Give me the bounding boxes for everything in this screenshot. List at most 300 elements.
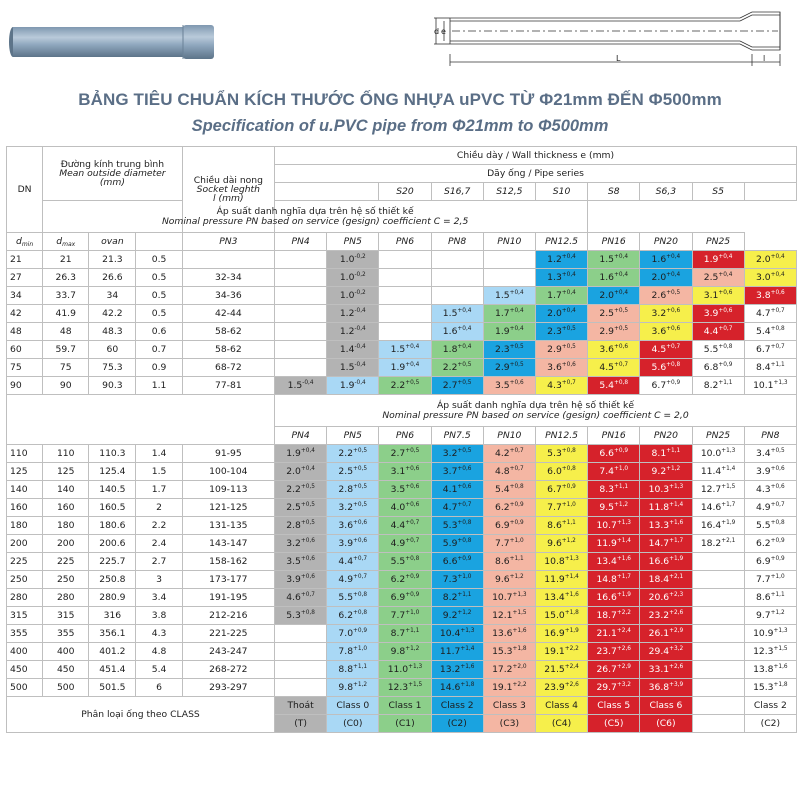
cell-dmin: 200: [43, 535, 89, 553]
tolerance: +1,3: [408, 663, 423, 670]
cell-ovan: 0.5: [136, 251, 182, 269]
thickness-cell: [640, 499, 692, 517]
thickness-cell: [483, 359, 535, 377]
tolerance: +0,4: [718, 271, 733, 278]
cell-dn: 400: [7, 643, 43, 661]
thickness-cell: [535, 463, 587, 481]
thickness-cell: [379, 305, 431, 323]
thickness-value: 9.7: [755, 609, 771, 621]
thickness-value: 12.1: [492, 609, 513, 621]
thickness-cell: [588, 251, 640, 269]
cell-dmax: 225.7: [89, 553, 136, 571]
tolerance: +0,5: [353, 501, 368, 508]
thickness-value: 3.9: [286, 573, 301, 585]
socket-unit: l (mm): [213, 193, 244, 205]
thickness-cell: [744, 359, 796, 377]
thickness-cell: [379, 535, 431, 553]
tolerance: +1,6: [669, 519, 684, 526]
tolerance: +0,4: [770, 253, 785, 260]
tolerance: +0,4: [561, 289, 576, 296]
tolerance: +0,7: [509, 465, 524, 472]
thickness-cell: [744, 377, 796, 395]
thickness-cell: [431, 661, 483, 679]
thickness-value: 2.8: [338, 483, 354, 495]
mean-od-unit: (mm): [99, 177, 125, 189]
tolerance: +2,0: [512, 663, 527, 670]
thickness-value: 7.7: [494, 537, 510, 549]
thickness-cell: [640, 679, 692, 697]
thickness-cell: [483, 589, 535, 607]
thickness-cell: [275, 341, 327, 359]
thickness-value: 4.7: [755, 307, 771, 319]
tolerance: +1,5: [721, 483, 736, 490]
thickness-value: 11.0: [387, 663, 409, 675]
thickness-cell: [588, 517, 640, 535]
table-row: [7, 251, 797, 269]
cell-socket: 158-162: [182, 553, 274, 571]
thickness-cell: [640, 251, 692, 269]
thickness-value: 1.9: [703, 253, 719, 265]
thickness-value: 1.2: [339, 307, 355, 319]
thickness-value: 15.3: [492, 645, 513, 657]
thickness-cell: [744, 463, 796, 481]
cell-dmin: 160: [43, 499, 89, 517]
thickness-value: 2.0: [599, 289, 614, 301]
tolerance: +0,7: [613, 361, 629, 368]
class-code: (C5): [588, 715, 640, 733]
tolerance: +0,4: [613, 271, 629, 278]
tolerance: +0,4: [770, 271, 785, 278]
tolerance: +2,4: [564, 663, 579, 670]
thickness-value: 14.8: [596, 573, 617, 585]
tolerance: +0,4: [509, 289, 524, 296]
series-S8: S8: [588, 183, 640, 201]
thickness-cell: [483, 287, 535, 305]
tolerance: -0,2: [354, 289, 366, 296]
cell-ovan: 3.8: [136, 607, 182, 625]
tolerance: -0,4: [354, 325, 366, 332]
table-row: [7, 571, 797, 589]
tolerance: +1,3: [460, 627, 475, 634]
tolerance: +0,5: [300, 519, 315, 526]
thickness-value: 6.7: [651, 379, 667, 391]
tolerance: +1,7: [616, 573, 631, 580]
tolerance: +1,8: [512, 645, 527, 652]
table-row: [7, 359, 797, 377]
cell-dn: 180: [7, 517, 43, 535]
thickness-cell: [692, 305, 744, 323]
thickness-value: 1.5: [599, 253, 614, 265]
thickness-cell: [379, 625, 431, 643]
tolerance: +1,9: [669, 555, 684, 562]
cell-dmin: 26.3: [43, 269, 89, 287]
thickness-cell: [483, 463, 535, 481]
thickness-cell: [692, 499, 744, 517]
thickness-value: 12.3: [753, 645, 774, 657]
thickness-cell: [483, 499, 535, 517]
thickness-value: 2.8: [286, 519, 301, 531]
cell-dmax: 34: [89, 287, 136, 305]
tolerance: +2,4: [616, 627, 631, 634]
tolerance: +1,2: [353, 681, 368, 688]
dmin-sub: min: [21, 240, 34, 248]
thickness-value: 8.1: [651, 447, 667, 459]
tolerance: +1,9: [721, 519, 736, 526]
tolerance: +0,7: [405, 519, 420, 526]
thickness-cell: [431, 287, 483, 305]
thickness-cell: [327, 305, 379, 323]
thickness-cell: [692, 359, 744, 377]
cell-ovan: 6: [136, 679, 182, 697]
tolerance: +1,6: [773, 663, 788, 670]
thickness-cell: [692, 251, 744, 269]
table-row: [7, 679, 797, 697]
thickness-cell: [535, 251, 587, 269]
thickness-value: 10.4: [439, 627, 461, 639]
thickness-value: 3.5: [286, 555, 301, 567]
tolerance: +0,9: [770, 537, 785, 544]
mean-od-vi: Đường kính trung bình: [60, 158, 165, 170]
tolerance: +0,4: [300, 465, 315, 472]
thickness-cell: [327, 625, 379, 643]
cell-dn: 90: [7, 377, 43, 395]
tolerance: +1,4: [460, 645, 475, 652]
thickness-cell: [379, 499, 431, 517]
tolerance: +1,0: [509, 537, 524, 544]
tolerance: +1,6: [616, 555, 631, 562]
class-name: Class 5: [588, 697, 640, 715]
thickness-value: 17.2: [492, 663, 513, 675]
cell-dmax: 26.6: [89, 269, 136, 287]
tolerance: +0,6: [666, 307, 681, 314]
tolerance: +1,7: [669, 537, 684, 544]
tolerance: +0,6: [353, 537, 368, 544]
tolerance: +0,8: [613, 379, 629, 386]
cell-ovan: 0.6: [136, 323, 182, 341]
tolerance: +1,6: [564, 591, 579, 598]
tolerance: +1,9: [564, 627, 579, 634]
thickness-cell: [483, 661, 535, 679]
thickness-value: 2.7: [442, 379, 458, 391]
tolerance: -0,4: [354, 361, 366, 368]
tolerance: +1,5: [773, 645, 788, 652]
cell-ovan: 0.5: [136, 269, 182, 287]
pn-header-PN25: PN25: [692, 427, 744, 445]
tolerance: +1,1: [666, 447, 681, 454]
pn-header-PN25: PN25: [692, 233, 744, 251]
tolerance: +0,4: [457, 307, 472, 314]
class-code: (C2): [744, 715, 796, 733]
class-name: Class 1: [379, 697, 431, 715]
cell-dmin: 21: [43, 251, 89, 269]
tolerance: +0,7: [457, 501, 472, 508]
tolerance: -0,2: [354, 271, 366, 278]
cell-ovan: 4.3: [136, 625, 182, 643]
thickness-cell: [483, 571, 535, 589]
thickness-value: 2.0: [547, 307, 562, 319]
thickness-cell: [379, 269, 431, 287]
thickness-value: 4.4: [703, 325, 719, 337]
thickness-value: 26.1: [648, 627, 670, 639]
thickness-value: 10.1: [753, 379, 774, 391]
wall-thickness-header: Chiều dày / Wall thickness e (mm): [275, 147, 797, 165]
thickness-value: 5.3: [442, 519, 458, 531]
thickness-cell: [535, 535, 587, 553]
pipe-drawing: [430, 2, 796, 72]
thickness-cell: [535, 571, 587, 589]
tolerance: +0,9: [405, 591, 420, 598]
pn-header-PN16: PN16: [588, 233, 640, 251]
thickness-cell: [483, 643, 535, 661]
cell-dmin: 180: [43, 517, 89, 535]
thickness-cell: [640, 359, 692, 377]
pn-header-PN20: PN20: [640, 427, 692, 445]
column-header-dmax: [43, 233, 89, 251]
thickness-cell: [275, 463, 327, 481]
thickness-cell: [483, 305, 535, 323]
thickness-value: 2.3: [547, 325, 562, 337]
tolerance: +0,4: [457, 343, 472, 350]
tolerance: +0,9: [353, 627, 368, 634]
thickness-value: 3.6: [547, 361, 562, 373]
tolerance: +0,5: [405, 447, 420, 454]
pn-header-PN5: PN5: [327, 233, 379, 251]
thickness-value: 23.7: [596, 645, 617, 657]
tolerance: +1,1: [457, 591, 472, 598]
thickness-cell: [379, 607, 431, 625]
thickness-value: 6.6: [599, 447, 614, 459]
class-name: Thoát: [275, 697, 327, 715]
thickness-cell: [588, 571, 640, 589]
pressure-note-vi: Áp suất danh nghĩa dựa trên hệ số thiết kế: [216, 206, 414, 218]
thickness-value: 9.2: [442, 609, 458, 621]
thickness-value: 10.7: [492, 591, 513, 603]
thickness-value: 18.2: [700, 537, 722, 549]
thickness-cell: [588, 445, 640, 463]
thickness-value: 2.0: [651, 271, 667, 283]
thickness-cell: [744, 517, 796, 535]
cell-dn: 21: [7, 251, 43, 269]
tolerance: +2,1: [669, 573, 684, 580]
class-name: Class 0: [327, 697, 379, 715]
thickness-value: 16.4: [700, 519, 722, 531]
thickness-cell: [588, 305, 640, 323]
tolerance: +0,7: [718, 325, 733, 332]
tolerance: +1,1: [613, 483, 629, 490]
socket-vi: Chiều dài nong: [193, 174, 263, 186]
thickness-cell: [275, 607, 327, 625]
table-row: [7, 341, 797, 359]
cell-dmin: 75: [43, 359, 89, 377]
thickness-cell: [692, 445, 744, 463]
thickness-cell: [275, 269, 327, 287]
cell-dn: 110: [7, 445, 43, 463]
tolerance: +1,1: [509, 555, 524, 562]
thickness-value: 3.4: [755, 447, 771, 459]
cell-dn: 48: [7, 323, 43, 341]
tolerance: +0,5: [405, 379, 420, 386]
tolerance: +1,1: [353, 663, 368, 670]
thickness-value: 18.7: [596, 609, 617, 621]
tolerance: +0,5: [457, 447, 472, 454]
thickness-value: 8.2: [703, 379, 719, 391]
thickness-cell: [431, 589, 483, 607]
tolerance: +0,9: [457, 555, 472, 562]
cell-dn: 250: [7, 571, 43, 589]
thickness-cell: [431, 607, 483, 625]
cell-ovan: 0.9: [136, 359, 182, 377]
tolerance: +0,5: [457, 361, 472, 368]
pn-header-PN6: PN6: [379, 427, 431, 445]
tolerance: +0,5: [770, 447, 785, 454]
thickness-value: 2.0: [286, 465, 301, 477]
thickness-value: 4.7: [442, 501, 458, 513]
thickness-cell: [483, 517, 535, 535]
cell-dmax: 75.3: [89, 359, 136, 377]
thickness-value: 1.6: [651, 253, 667, 265]
cell-dmin: 400: [43, 643, 89, 661]
pn-header-PN8: PN8: [431, 233, 483, 251]
tolerance: +3,2: [616, 681, 631, 688]
thickness-cell: [692, 377, 744, 395]
thickness-value: 4.0: [390, 501, 406, 513]
tolerance: +0,6: [561, 361, 576, 368]
thickness-cell: [588, 463, 640, 481]
thickness-cell: [275, 553, 327, 571]
thickness-value: 2.2: [338, 447, 354, 459]
tolerance: +0,9: [509, 519, 524, 526]
thickness-cell: [744, 481, 796, 499]
socket-en: Socket leghth: [196, 183, 260, 195]
tolerance: +0,6: [509, 379, 524, 386]
tolerance: +0,8: [770, 325, 785, 332]
thickness-cell: [483, 445, 535, 463]
pipe-series-header: Dãy ống / Pipe series: [275, 165, 797, 183]
thickness-value: 1.4: [339, 343, 355, 355]
thickness-value: 20.6: [648, 591, 670, 603]
thickness-cell: [640, 517, 692, 535]
thickness-value: 3.5: [494, 379, 510, 391]
tolerance: +2,9: [669, 627, 684, 634]
tolerance: +0,7: [770, 307, 785, 314]
cell-dn: 450: [7, 661, 43, 679]
tolerance: +1,9: [616, 591, 631, 598]
thickness-value: 3.6: [338, 519, 354, 531]
thickness-cell: [275, 571, 327, 589]
thickness-value: 4.9: [390, 537, 406, 549]
thickness-cell: [588, 553, 640, 571]
tolerance: +1,0: [353, 645, 368, 652]
cell-ovan: 3.4: [136, 589, 182, 607]
thickness-value: 1.3: [547, 271, 562, 283]
tolerance: +0,5: [353, 483, 368, 490]
thickness-value: 5.4: [599, 379, 614, 391]
cell-socket: 143-147: [182, 535, 274, 553]
thickness-cell: [327, 341, 379, 359]
cell-dn: 60: [7, 341, 43, 359]
thickness-value: 2.2: [442, 361, 458, 373]
cell-dmax: 250.8: [89, 571, 136, 589]
thickness-value: 11.7: [439, 645, 461, 657]
thickness-cell: [692, 323, 744, 341]
thickness-value: 6.2: [755, 537, 771, 549]
header-row-5: [7, 233, 797, 251]
thickness-cell: [744, 643, 796, 661]
thickness-value: 11.4: [700, 465, 722, 477]
thickness-value: 9.6: [494, 573, 510, 585]
tolerance: +0,9: [770, 555, 785, 562]
cell-ovan: 2.7: [136, 553, 182, 571]
thickness-cell: [431, 251, 483, 269]
tolerance: +1,1: [405, 627, 420, 634]
thickness-cell: [588, 625, 640, 643]
tolerance: +1,3: [721, 447, 736, 454]
thickness-value: 6.9: [494, 519, 510, 531]
thickness-value: 23.9: [544, 681, 565, 693]
cell-dmin: 59.7: [43, 341, 89, 359]
tolerance: +0,8: [666, 361, 681, 368]
thickness-cell: [431, 481, 483, 499]
thickness-cell: [431, 643, 483, 661]
thickness-value: 29.7: [596, 681, 617, 693]
pressure-note-en: Nominal pressure PN based on service (gesign) coefficient C = 2,5: [161, 215, 469, 227]
tolerance: +1,2: [509, 573, 524, 580]
thickness-value: 4.6: [286, 591, 301, 603]
tolerance: +2,6: [669, 663, 684, 670]
thickness-cell: [431, 571, 483, 589]
thickness-cell: [379, 359, 431, 377]
thickness-value: 3.6: [651, 325, 667, 337]
cell-dn: 315: [7, 607, 43, 625]
thickness-value: 14.6: [439, 681, 461, 693]
thickness-value: 5.9: [442, 537, 458, 549]
tolerance: +1,2: [405, 645, 420, 652]
cell-ovan: 0.7: [136, 341, 182, 359]
table-row: [7, 463, 797, 481]
tolerance: +0,8: [457, 519, 472, 526]
thickness-value: 33.1: [648, 663, 670, 675]
thickness-cell: [275, 323, 327, 341]
cell-dn: 34: [7, 287, 43, 305]
thickness-cell: [431, 377, 483, 395]
cell-socket: 42-44: [182, 305, 274, 323]
thickness-cell: [640, 481, 692, 499]
pn-header-PN3: PN3: [182, 233, 274, 251]
cell-socket: 173-177: [182, 571, 274, 589]
thickness-cell: [431, 553, 483, 571]
thickness-cell: [275, 287, 327, 305]
table-row: [7, 269, 797, 287]
tolerance: +1,8: [564, 609, 579, 616]
thickness-cell: [483, 553, 535, 571]
thickness-cell: [744, 661, 796, 679]
thickness-cell: [483, 251, 535, 269]
thickness-value: 1.5: [442, 307, 458, 319]
column-header-dmin: [7, 233, 43, 251]
tolerance: +2,6: [669, 609, 684, 616]
thickness-cell: [431, 269, 483, 287]
thickness-value: 8.3: [599, 483, 614, 495]
thickness-value: 2.9: [547, 343, 562, 355]
thickness-value: 6.8: [703, 361, 719, 373]
class-code: (C0): [327, 715, 379, 733]
cell-dmax: 125.4: [89, 463, 136, 481]
tolerance: +0,6: [770, 483, 785, 490]
thickness-cell: [275, 535, 327, 553]
thickness-value: 1.2: [547, 253, 562, 265]
thickness-cell: [535, 481, 587, 499]
thickness-value: 2.5: [338, 465, 354, 477]
